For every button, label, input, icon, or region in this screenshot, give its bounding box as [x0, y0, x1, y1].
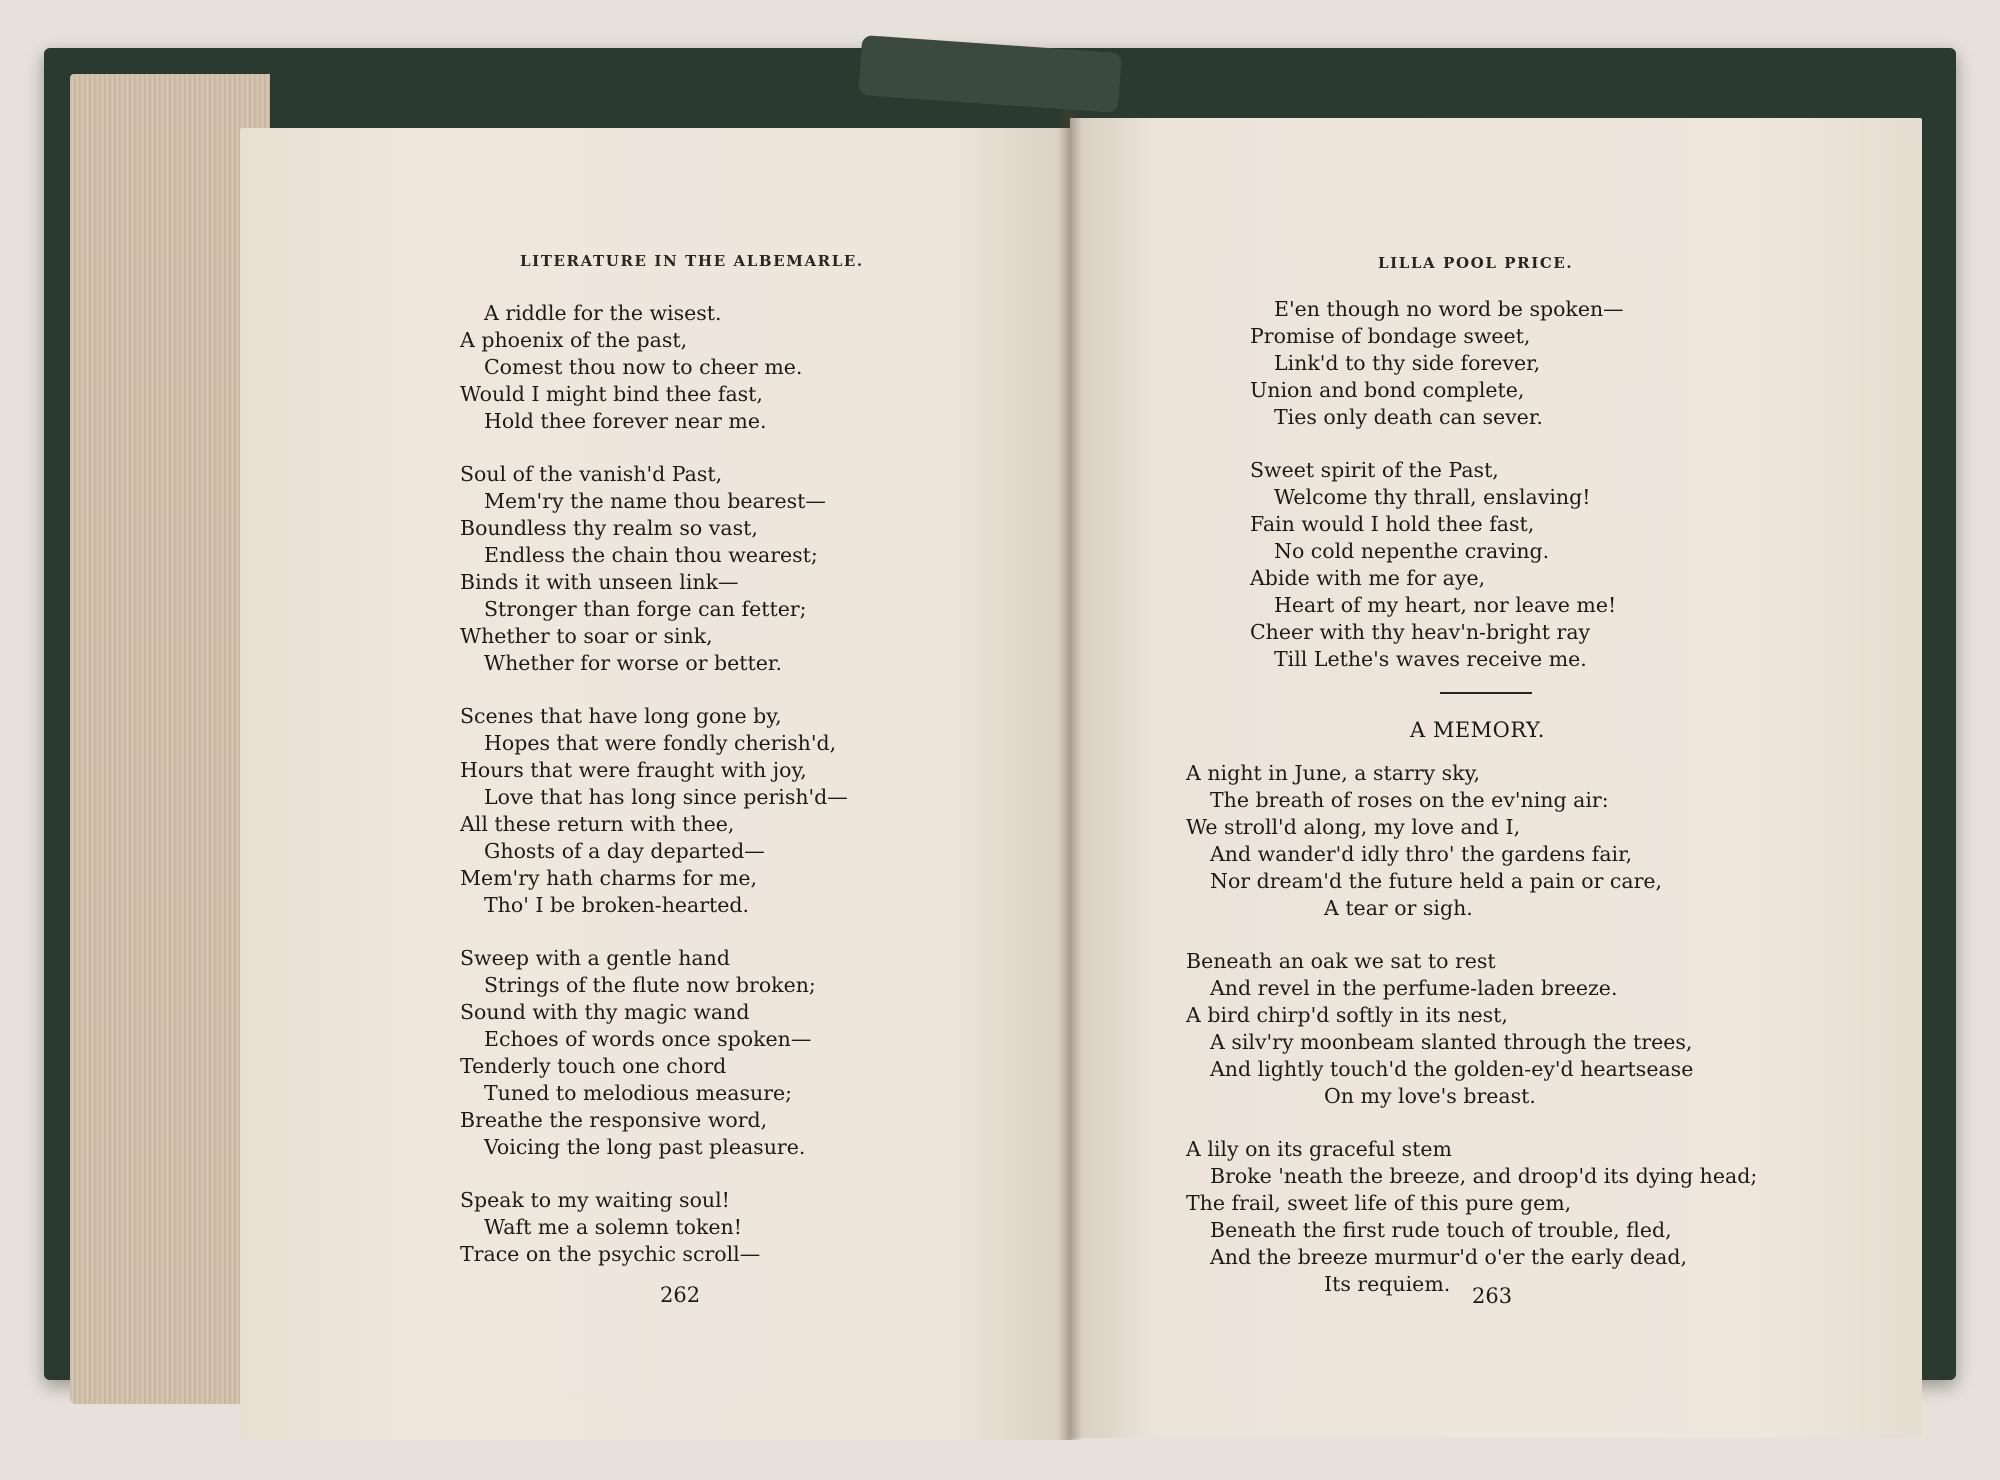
verse-line: Link'd to thy side forever,	[1274, 351, 1541, 375]
verse-line: Trace on the psychic scroll—	[460, 1242, 761, 1266]
verse-line: Nor dream'd the future held a pain or care,	[1210, 869, 1663, 893]
verse-line: Tuned to melodious measure;	[484, 1081, 793, 1105]
stanza	[460, 1187, 848, 1268]
verse-line: Beneath the first rude touch of trouble, fled,	[1210, 1218, 1672, 1242]
stanza	[460, 703, 848, 919]
verse-line: And revel in the perfume-laden breeze.	[1210, 976, 1618, 1000]
verse-line: Scenes that have long gone by,	[460, 704, 782, 728]
verse-line: E'en though no word be spoken—	[1274, 297, 1624, 321]
verse-line: On my love's breast.	[1324, 1084, 1536, 1108]
verse-line: Heart of my heart, nor leave me!	[1274, 593, 1617, 617]
verse-line: Echoes of words once spoken—	[484, 1027, 812, 1051]
verse-line: Fain would I hold thee fast,	[1250, 512, 1535, 536]
verse-line: Ties only death can sever.	[1274, 405, 1543, 429]
left-running-head: LITERATURE IN THE ALBEMARLE.	[520, 252, 864, 270]
verse-line: Its requiem.	[1324, 1272, 1451, 1296]
verse-line: Speak to my waiting soul!	[460, 1188, 730, 1212]
verse-line: And the breeze murmur'd o'er the early dead,	[1210, 1245, 1687, 1269]
verse-line: The breath of roses on the ev'ning air:	[1210, 788, 1609, 812]
left-page	[240, 128, 1070, 1440]
verse-line: A phoenix of the past,	[460, 328, 688, 352]
verse-line: Sweet spirit of the Past,	[1250, 458, 1499, 482]
verse-line: Till Lethe's waves receive me.	[1274, 647, 1587, 671]
verse-line: Binds it with unseen link—	[460, 570, 739, 594]
verse-line: Mem'ry hath charms for me,	[460, 866, 757, 890]
verse-line: Breathe the responsive word,	[460, 1108, 768, 1132]
verse-line: A night in June, a starry sky,	[1186, 761, 1480, 785]
stanza	[460, 300, 848, 435]
verse-line: Sweep with a gentle hand	[460, 946, 730, 970]
poem-title: A MEMORY.	[1410, 718, 1545, 742]
verse-line: Welcome thy thrall, enslaving!	[1274, 485, 1591, 509]
stanza	[1186, 760, 1757, 922]
verse-line: Broke 'neath the breeze, and droop'd its dying head;	[1210, 1164, 1758, 1188]
verse-line: Abide with me for aye,	[1250, 566, 1486, 590]
verse-line: Union and bond complete,	[1250, 378, 1525, 402]
right-page	[1070, 118, 1922, 1438]
verse-line: A bird chirp'd softly in its nest,	[1186, 1003, 1508, 1027]
verse-line: A silv'ry moonbeam slanted through the trees,	[1210, 1030, 1693, 1054]
stanza	[460, 461, 848, 677]
book-gutter	[1058, 110, 1082, 1440]
verse-line: Ghosts of a day departed—	[484, 839, 765, 863]
verse-line: Strings of the flute now broken;	[484, 973, 816, 997]
verse-line: A riddle for the wisest.	[484, 301, 722, 325]
verse-line: Boundless thy realm so vast,	[460, 516, 758, 540]
verse-line: Hold thee forever near me.	[484, 409, 767, 433]
verse-line: Sound with thy magic wand	[460, 1000, 750, 1024]
left-poem	[460, 300, 848, 1294]
verse-line: A lily on its graceful stem	[1186, 1137, 1452, 1161]
verse-line: Tho' I be broken-hearted.	[484, 893, 750, 917]
right-running-head: LILLA POOL PRICE.	[1378, 254, 1574, 272]
stanza	[1186, 1136, 1757, 1298]
verse-line: Waft me a solemn token!	[484, 1215, 742, 1239]
verse-line: And lightly touch'd the golden-ey'd heartsease	[1210, 1057, 1694, 1081]
verse-line: All these return with thee,	[460, 812, 735, 836]
stanza	[1186, 948, 1757, 1110]
verse-line: Whether to soar or sink,	[460, 624, 713, 648]
verse-line: And wander'd idly thro' the gardens fair,	[1210, 842, 1633, 866]
verse-line: Cheer with thy heav'n-bright ray	[1250, 620, 1591, 644]
stanza	[1250, 296, 1624, 431]
verse-line: Endless the chain thou wearest;	[484, 543, 818, 567]
verse-line: Mem'ry the name thou bearest—	[484, 489, 826, 513]
verse-line: We stroll'd along, my love and I,	[1186, 815, 1521, 839]
verse-line: Tenderly touch one chord	[460, 1054, 727, 1078]
verse-line: Voicing the long past pleasure.	[484, 1135, 806, 1159]
verse-line: Promise of bondage sweet,	[1250, 324, 1531, 348]
verse-line: Hopes that were fondly cherish'd,	[484, 731, 837, 755]
verse-line: Hours that were fraught with joy,	[460, 758, 807, 782]
verse-line: Stronger than forge can fetter;	[484, 597, 807, 621]
verse-line: Comest thou now to cheer me.	[484, 355, 803, 379]
verse-line: Would I might bind thee fast,	[460, 382, 763, 406]
verse-line: Beneath an oak we sat to rest	[1186, 949, 1496, 973]
section-divider	[1440, 692, 1532, 694]
verse-line: No cold nepenthe craving.	[1274, 539, 1550, 563]
verse-line: Soul of the vanish'd Past,	[460, 462, 723, 486]
right-poem	[1250, 296, 1624, 699]
left-page-number: 262	[660, 1283, 701, 1307]
stanza	[1250, 457, 1624, 673]
stanza	[460, 945, 848, 1161]
right-page-number: 263	[1472, 1284, 1513, 1308]
verse-line: The frail, sweet life of this pure gem,	[1186, 1191, 1572, 1215]
verse-line: A tear or sigh.	[1324, 896, 1473, 920]
verse-line: Whether for worse or better.	[484, 651, 782, 675]
verse-line: Love that has long since perish'd—	[484, 785, 848, 809]
memory-poem	[1186, 760, 1757, 1324]
